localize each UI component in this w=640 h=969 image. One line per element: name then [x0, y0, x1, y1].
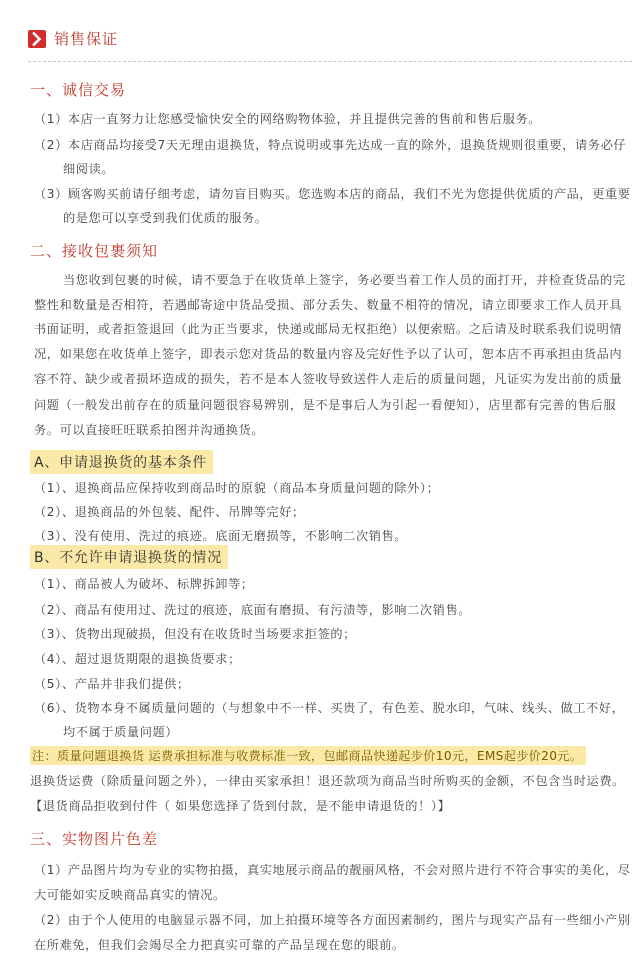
chevron-right-icon	[28, 30, 46, 48]
shipping-note: 注：质量问题退换货 运费承担标准与收费标准一致，包邮商品快递起步价10元，EMS起步价20元。	[30, 746, 586, 765]
paragraph-line: 细阅读。	[63, 162, 115, 176]
list-item: （1）、商品被人为破坏、标牌拆卸等；	[34, 577, 254, 591]
paragraph-line: （2）由于个人使用的电脑显示器不同，加上拍摄环境等各方面因素制约，图片与现实产品有一些细小产别	[34, 913, 631, 927]
subsection-title-conditions: A、申请退换货的基本条件	[30, 450, 213, 474]
list-item: （1）、退换商品应保持收到商品时的原貌（商品本身质量问题的除外）；	[34, 481, 440, 495]
subsection-title-not-allowed: B、不允许申请退换货的情况	[30, 545, 228, 569]
paragraph-line: 退换货运费（除质量问题之外），一律由买家承担！退还款项为商品当时所购买的金额，不包含当时运费。	[30, 774, 625, 788]
list-item: （4）、超过退货期限的退换货要求；	[34, 652, 241, 666]
list-item: （2）、商品有使用过、洗过的痕迹，底面有磨损、有污渍等，影响二次销售。	[34, 603, 472, 617]
paragraph-line: 问题（一般发出前存在的质量问题很容易辨别，是不是事后人为引起一看便知），店里都有完善的售后服	[34, 398, 617, 412]
list-item: （3）、没有使用、洗过的痕迹。底面无磨损等，不影响二次销售。	[34, 529, 408, 543]
paragraph-line: 况，如果您在收货单上签字，即表示您对货品的数量内容及完好性予以了认可，恕本店不再承担由货品内	[34, 347, 623, 361]
list-item: （3）、货物出现破损，但没有在收货时当场要求拒签的；	[34, 627, 356, 641]
paragraph-line: 【退货商品拒收到付件（ 如果您选择了货到付款，是不能申请退货的！）】	[30, 799, 451, 813]
list-item: （6）、货物本身不属质量问题的（与想象中不一样、买贵了，有色差、脱水印，气味、线头、做工不好，	[34, 701, 625, 715]
list-item: 均不属于质量问题）	[63, 725, 179, 739]
paragraph-line: 当您收到包裹的时候，请不要急于在收货单上签字，务必要当着工作人员的面打开，并检查货品的完	[63, 273, 626, 287]
paragraph-line: （1）本店一直努力让您感受愉快安全的网络购物体验，并且提供完善的售前和售后服务。	[34, 112, 542, 126]
page-title: 销售保证	[54, 30, 119, 48]
paragraph-line: （3）顾客购买前请仔细考虑，请勿盲目购买。您选购本店的商品，我们不光为您提供优质的产品，更重要	[34, 187, 631, 201]
paragraph-line: 大可能如实反映商品真实的情况。	[34, 888, 226, 902]
section-title-receiving: 二、接收包裹须知	[30, 242, 159, 260]
paragraph-line: 容不符、缺少或者损坏造成的损失，若不是本人签收导致送件人走后的质量问题，凡证实为发出前的质量	[34, 372, 623, 386]
list-item: （2）、退换商品的外包装、配件、吊牌等完好；	[34, 505, 305, 519]
paragraph-line: 书面证明，或者拒签退回（此为正当要求，快递或邮局无权拒绝）以便索赔。之后请及时联系我们说明情	[34, 322, 623, 336]
list-item: （5）、产品并非我们提供；	[34, 677, 190, 691]
paragraph-line: 整性和数量是否相符，若遇邮寄途中货品受损、部分丢失、数量不相符的情况，请立即要求工作人员开具	[34, 298, 623, 312]
paragraph-line: （2）本店商品均接受7天无理由退换货，特点说明或事先达成一直的除外，退换货规则很重要，请务必仔	[34, 138, 627, 152]
paragraph-line: （1）产品图片均为专业的实物拍摄，真实地展示商品的靓丽风格，不会对照片进行不符合事实的美化，尽	[34, 863, 631, 877]
page-header	[0, 24, 640, 56]
section-title-integrity: 一、诚信交易	[30, 81, 127, 99]
paragraph-line: 在所难免，但我们会竭尽全力把真实可靠的产品呈现在您的眼前。	[34, 938, 405, 952]
paragraph-line: 务。可以直接旺旺联系拍图并沟通换货。	[34, 423, 265, 437]
paragraph-line: 的是您可以享受到我们优质的服务。	[63, 211, 268, 225]
section-title-color-difference: 三、实物图片色差	[30, 830, 159, 848]
header-divider	[28, 61, 632, 62]
